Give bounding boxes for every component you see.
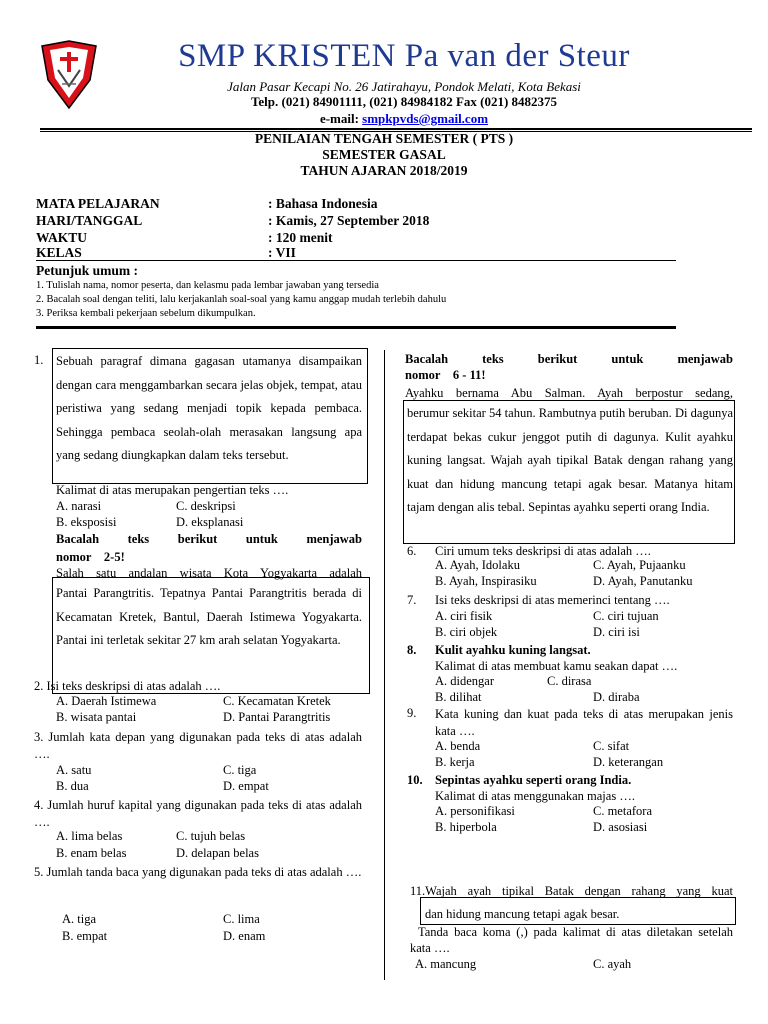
q10-sentence: Sepintas ayahku seperti orang India.	[435, 773, 632, 787]
passage2: Pantai Parangtritis. Tepatnya Pantai Parangtritis berada di Kecamatan Kretek, Bantul, Daerah Istimewa Yogyakarta. Pantai ini terletak sekitar 27 km arah selatan Yogyakarta.	[56, 586, 362, 647]
option[interactable]: D. eksplanasi	[176, 515, 244, 529]
option[interactable]: D. enam	[223, 929, 266, 943]
info-value-time: : 120 menit	[268, 230, 333, 245]
option[interactable]: A. mancung	[415, 957, 477, 971]
option[interactable]: A. benda	[435, 739, 481, 753]
exam-title: PENILAIAN TENGAH SEMESTER ( PTS )	[254, 131, 514, 146]
option[interactable]: A. Daerah Istimewa	[56, 694, 157, 708]
reading-instruction: Bacalah teks berikut untuk menjawab	[56, 532, 362, 546]
instruction-item: 1. Tulislah nama, nomor peserta, dan kelasmu pada lembar jawaban yang tersedia	[36, 280, 379, 291]
column-divider	[384, 350, 385, 980]
option[interactable]: B. enam belas	[56, 846, 127, 860]
option[interactable]: A. satu	[56, 763, 92, 777]
info-divider	[36, 260, 676, 261]
q11-box-text: dan hidung mancung tetapi agak besar.	[425, 907, 620, 921]
option[interactable]: C. ayah	[593, 957, 632, 971]
option[interactable]: B. kerja	[435, 755, 475, 769]
reading-instruction-range: nomor 2-5!	[56, 550, 125, 564]
email-link[interactable]: smpkpvds@gmail.com	[362, 111, 489, 126]
option[interactable]: A. personifikasi	[435, 804, 515, 818]
option[interactable]: D. keterangan	[593, 755, 664, 769]
info-value-date: : Kamis, 27 September 2018	[268, 213, 430, 228]
option[interactable]: C. deskripsi	[176, 499, 236, 513]
option[interactable]: B. eksposisi	[56, 515, 117, 529]
option[interactable]: C. sifat	[593, 739, 630, 753]
instruction-item: 3. Periksa kembali pekerjaan sebelum dikumpulkan.	[36, 308, 256, 319]
option[interactable]: B. wisata pantai	[56, 710, 137, 724]
passage: berumur sekitar 54 tahun. Rambutnya putih beruban. Di dagunya terdapat bekas cukur jenggot putih di dagunya. Kulit ayahku kuning langsat. Wajah ayah tipikal Batak dengan rahang yang kuat dan hidung mancung tetapi agak besar. Matanya hitam tajam dengan alis tebal. Sepintas ayahku seperti orang India.	[407, 406, 733, 514]
question-number: 1.	[34, 353, 44, 367]
info-value-subject: : Bahasa Indonesia	[268, 196, 378, 211]
instructions-title: Petunjuk umum :	[36, 263, 139, 278]
option[interactable]: A. Ayah, Idolaku	[435, 558, 520, 572]
option[interactable]: C. ciri tujuan	[593, 609, 659, 623]
info-label-date: HARI/TANGGAL	[36, 213, 143, 228]
reading-instruction-right-range: nomor 6 - 11!	[405, 368, 486, 382]
option[interactable]: D. asosiasi	[593, 820, 648, 834]
option[interactable]: C. tujuh belas	[176, 829, 246, 843]
option[interactable]: B. ciri objek	[435, 625, 498, 639]
option[interactable]: A. lima belas	[56, 829, 123, 843]
reading-instruction-right: Bacalah teks berikut untuk menjawab	[405, 352, 733, 366]
option[interactable]: D. empat	[223, 779, 269, 793]
option[interactable]: B. empat	[62, 929, 108, 943]
q1-text: Sebuah paragraf dimana gagasan utamanya disampaikan dengan cara menggambarkan secara jelas objek, tempat, atau peristiwa yang sedang menjadi topik kepada pembaca. Sehingga pembaca seolah-olah merasakan langsung apa yang sedang diungkapkan dalam teks tersebut.	[56, 354, 362, 462]
q3: 3. Jumlah kata depan yang digunakan pada teks di atas adalah ….	[34, 730, 362, 761]
passage2-intro: Salah satu andalan wisata Kota Yogyakarta adalah	[56, 566, 362, 580]
q1-stem: Kalimat di atas merupakan pengertian teks ….	[56, 483, 289, 497]
q2: 2. Isi teks deskripsi di atas adalah ….	[34, 679, 221, 693]
info-label-time: WAKTU	[36, 230, 88, 245]
header-divider	[40, 128, 752, 130]
school-address: Jalan Pasar Kecapi No. 26 Jatirahayu, Pondok Melati, Kota Bekasi	[227, 79, 581, 94]
passage-intro: Ayahku bernama Abu Salman. Ayah berpostur sedang,	[405, 386, 733, 400]
option[interactable]: D. delapan belas	[176, 846, 259, 860]
q11: Tanda baca koma (,) pada kalimat di atas diletakan setelah kata ….	[410, 925, 733, 955]
school-email-line	[0, 111, 768, 127]
q10: Kalimat di atas menggunakan majas ….	[435, 789, 635, 803]
option[interactable]: A. ciri fisik	[435, 609, 493, 623]
email-label: e-mail:	[319, 111, 359, 126]
option[interactable]: C. Kecamatan Kretek	[223, 694, 331, 708]
option[interactable]: D. Pantai Parangtritis	[223, 710, 331, 724]
option[interactable]: C. tiga	[223, 763, 257, 777]
q11-intro: 11.Wajah ayah tipikal Batak dengan rahang yang kuat	[410, 884, 733, 898]
option[interactable]: D. diraba	[593, 690, 640, 704]
section-divider	[36, 326, 676, 329]
school-name: SMP KRISTEN Pa van der Steur	[178, 38, 630, 74]
option[interactable]: A. tiga	[62, 912, 97, 926]
q8: Kalimat di atas membuat kamu seakan dapat ….	[435, 659, 678, 673]
q7: Isi teks deskripsi di atas memerinci tentang ….	[435, 593, 670, 607]
q4: 4. Jumlah huruf kapital yang digunakan pada teks di atas adalah ….	[34, 798, 362, 829]
option[interactable]: D. Ayah, Panutanku	[593, 574, 693, 588]
option[interactable]: B. hiperbola	[435, 820, 497, 834]
q9: Kata kuning dan kuat pada teks di atas merupakan jenis kata ….	[435, 707, 733, 738]
option[interactable]: D. ciri isi	[593, 625, 640, 639]
q5: 5. Jumlah tanda baca yang digunakan pada teks di atas adalah ….	[34, 865, 362, 879]
option[interactable]: B. dua	[56, 779, 89, 793]
option[interactable]: C. metafora	[593, 804, 653, 818]
instruction-item: 2. Bacalah soal dengan teliti, lalu kerjakanlah soal-soal yang kamu anggap mudah terlebih dahulu	[36, 294, 447, 305]
option[interactable]: B. Ayah, Inspirasiku	[435, 574, 537, 588]
exam-semester: SEMESTER GASAL	[322, 147, 446, 162]
option[interactable]: B. dilihat	[435, 690, 482, 704]
school-phone: Telp. (021) 84901111, (021) 84984182 Fax (021) 8482375	[250, 94, 558, 109]
info-value-class: : VII	[268, 245, 296, 260]
q8-sentence: Kulit ayahku kuning langsat.	[435, 643, 591, 657]
option[interactable]: C. dirasa	[547, 674, 592, 688]
option[interactable]: A. didengar	[435, 674, 495, 688]
info-label-class: KELAS	[36, 245, 82, 260]
q6: Ciri umum teks deskripsi di atas adalah ….	[435, 544, 651, 558]
option[interactable]: C. lima	[223, 912, 260, 926]
info-label-subject: MATA PELAJARAN	[36, 196, 160, 211]
option[interactable]: A. narasi	[56, 499, 102, 513]
exam-year: TAHUN AJARAN 2018/2019	[300, 163, 468, 178]
option[interactable]: C. Ayah, Pujaanku	[593, 558, 686, 572]
